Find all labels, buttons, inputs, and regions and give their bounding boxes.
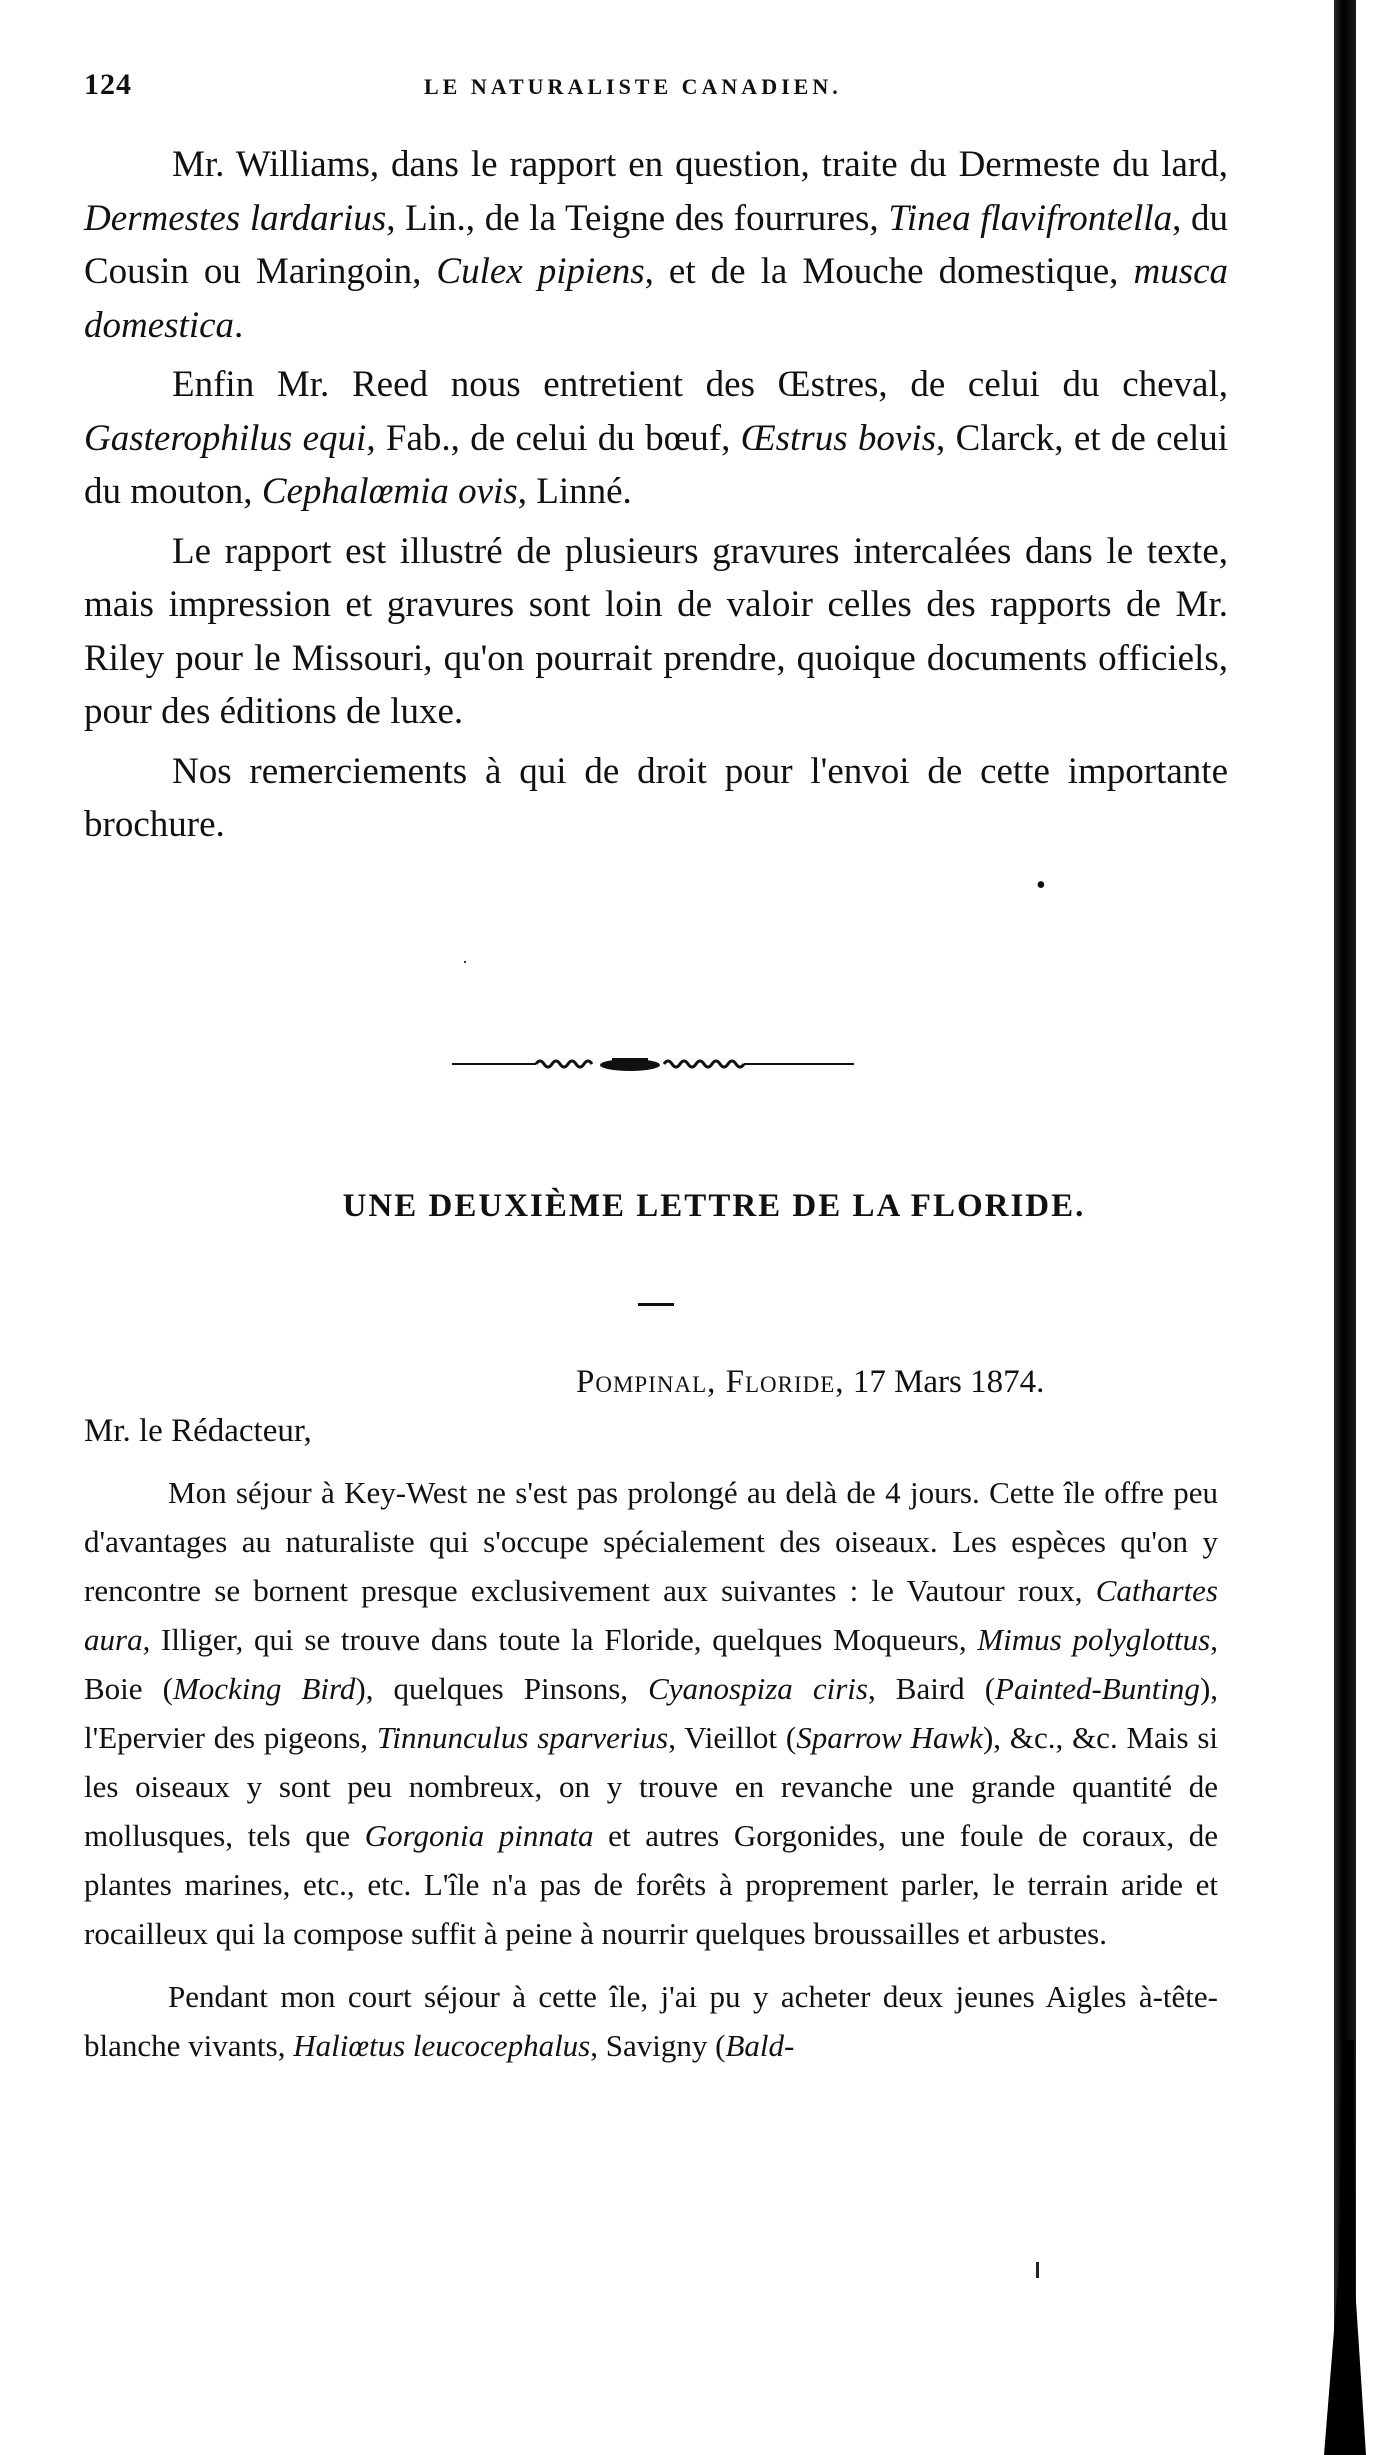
text-run: , Boie ( <box>84 1622 1218 1706</box>
species-name: Culex pipiens <box>436 251 645 292</box>
title-rule <box>638 1303 674 1306</box>
text-run: Enfin Mr. Reed nous entretient des Œstres, de celui du cheval, <box>172 364 1228 405</box>
letter-paragraph-1 <box>84 1468 1218 1958</box>
text-run: ), l'Epervier des pigeons, <box>84 1671 1219 1755</box>
section-title: UNE DEUXIÈME LETTRE DE LA FLORIDE. <box>342 1188 1086 1224</box>
species-name: musca domestica <box>84 251 1229 346</box>
text-run: ), &c., &c. Mais si les oiseaux y sont peu nombreux, on y trouve en revanche une grande quantité de mollusques, tels que <box>84 1720 1219 1853</box>
species-name: Mimus polyglottus <box>977 1622 1211 1657</box>
running-head: LE NATURALISTE CANADIEN. <box>424 74 842 99</box>
text-run: , Linné. <box>517 471 632 512</box>
species-name: Cyanospiza ciris <box>648 1671 868 1706</box>
review-paragraph-2 <box>84 358 1228 519</box>
common-name: Sparrow Hawk <box>796 1720 983 1755</box>
species-name: Gorgonia pinnata <box>364 1818 594 1853</box>
review-paragraph-4: Nos remerciements à qui de droit pour l'envoi de cette importante brochure. <box>84 750 1228 845</box>
review-paragraph-1 <box>84 138 1228 352</box>
salutation: Mr. le Rédacteur, <box>84 1413 312 1449</box>
common-name: Mocking Bird <box>172 1671 356 1706</box>
text-run: , Savigny ( <box>590 2028 726 2063</box>
stray-dot: • <box>1036 870 1046 901</box>
text-run: . <box>234 304 244 346</box>
text-run: ), quelques Pinsons, <box>355 1671 649 1706</box>
text-run: Pendant mon court séjour à cette île, j'ai pu y acheter deux jeunes Aigles à-tête-blanche vivants, <box>84 1979 1218 2063</box>
page-header <box>84 68 1214 108</box>
text-run: , et de la Mouche domestique, <box>644 251 1134 292</box>
text-run: et autres Gorgonides, une foule de coraux, de plantes marines, etc., etc. L'île n'a pas de forêts à proprement parler, le terrain aride et rocailleux qui la compose suffit à peine à nourrir quelques broussailles et arbustes. <box>84 1818 1219 1951</box>
dateline-place: Pompinal, Floride, <box>576 1364 845 1400</box>
species-name: Tinea flavifrontella <box>888 197 1173 239</box>
species-name: Haliœtus leucocephalus <box>293 2028 591 2063</box>
common-name: Painted-Bunting <box>995 1671 1200 1706</box>
species-name: Tinnunculus sparverius <box>376 1720 669 1755</box>
dateline-date: 17 Mars 1874. <box>852 1364 1045 1400</box>
text-run: , Vieillot ( <box>668 1720 797 1755</box>
text-run: , Illiger, qui se trouve dans toute la Floride, quelques Moqueurs, <box>142 1622 978 1657</box>
text-run: Mon séjour à Key-West ne s'est pas prolongé au delà de 4 jours. Cette île offre peu d'avantages au naturaliste qui s'occupe spécialement des oiseaux. Les espèces qu'on y rencontre se bornent presque exclusivement aux suivantes : le Vautour roux, <box>84 1475 1218 1608</box>
species-name: Cephalœmia ovis <box>261 471 518 512</box>
text-run: , du Cousin ou Maringoin, <box>84 197 1228 292</box>
species-name: Dermestes lardarius <box>84 197 387 239</box>
species-name: Gasterophilus equi <box>84 417 367 459</box>
text-run: , Lin., de la Teigne des fourrures, <box>386 197 889 239</box>
dateline <box>576 1364 1044 1401</box>
review-paragraph-3: Le rapport est illustré de plusieurs gravures intercalées dans le texte, mais impression et gravures sont loin de valoir celles des rapports de Mr. Riley pour le Missouri, qu'on pourrait prendre, quoique documents officiels, pour des éditions de luxe. <box>84 530 1228 732</box>
text-run: Mr. Williams, dans le rapport en question, traite du Dermeste du lard, <box>172 144 1228 185</box>
ornamental-divider <box>452 1052 854 1076</box>
common-name: Bald- <box>725 2028 795 2063</box>
text-run: , Fab., de celui du bœuf, <box>366 417 741 459</box>
text-run: , Clarck, et de celui du mouton, <box>84 417 1229 512</box>
stray-dot: · <box>462 952 468 972</box>
species-name: Œstrus bovis <box>740 417 937 459</box>
text-run: , Baird ( <box>867 1671 996 1706</box>
letter-text <box>84 1468 1218 2070</box>
review-text <box>84 138 1228 852</box>
letter-paragraph-2 <box>84 1972 1218 2070</box>
stray-mark <box>1036 2262 1039 2278</box>
binding-edge-tail <box>1318 2040 1378 2455</box>
species-name: Cathartes aura <box>84 1573 1218 1657</box>
page-number: 124 <box>84 68 132 101</box>
